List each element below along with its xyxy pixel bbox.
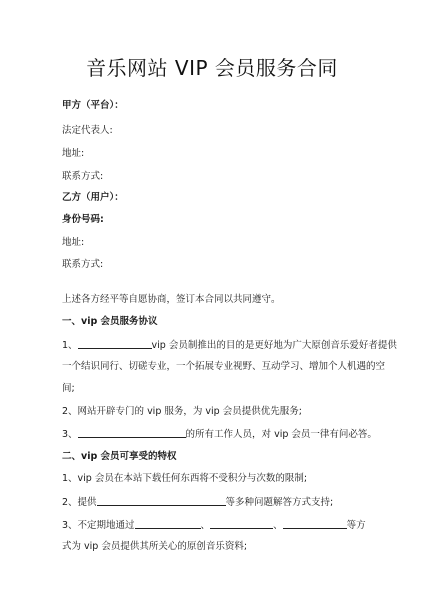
section2-item3-line2: 式为 vip 会员提供其所关心的原创音乐资料; xyxy=(62,541,248,552)
item2-prefix: 2、提供 xyxy=(62,497,97,508)
section1-item3 xyxy=(62,427,377,441)
section2-heading: 二、vip 会员可享受的特权 xyxy=(62,451,177,462)
fill-blank xyxy=(78,338,152,349)
section2-item2 xyxy=(62,495,333,509)
section2-item1: 1、vip 会员在本站下载任何东西将不受积分与次数的限制; xyxy=(62,473,308,484)
section1-item1 xyxy=(62,338,397,352)
separator: 、 xyxy=(200,520,211,531)
separator: 、 xyxy=(273,520,283,531)
section1-item2: 2、网站开辟专门的 vip 服务，为 vip 会员提供优先服务; xyxy=(62,406,302,417)
party-b-id: 身份号码: xyxy=(62,214,104,225)
party-b-contact: 联系方式: xyxy=(62,259,104,270)
party-b-address: 地址: xyxy=(62,237,85,248)
item1-text: vip 会员制推出的目的是更好地为广大原创音乐爱好者提供 xyxy=(151,340,397,351)
fill-blank xyxy=(283,518,347,529)
document-title: 音乐网站 VIP 会员服务合同 xyxy=(86,56,338,80)
preamble: 上述各方经平等自愿协商，签订本合同以共同遵守。 xyxy=(62,294,281,305)
section2-item3 xyxy=(62,518,366,532)
item2-text: 等多种问题解答方式支持; xyxy=(225,497,334,508)
fill-blank xyxy=(210,518,273,529)
fill-blank xyxy=(135,518,201,529)
section1-item1-line2: 一个结识同行、切磋专业，一个拓展专业视野、互动学习、增加个人机遇的空 xyxy=(62,361,386,372)
section1-heading: 一、vip 会员服务协议 xyxy=(62,316,158,327)
item3-text: 等方 xyxy=(346,520,366,531)
item3-prefix: 3、不定期地通过 xyxy=(62,520,135,531)
fill-blank xyxy=(97,495,226,506)
party-b-label: 乙方（用户）： xyxy=(62,192,124,203)
item3-text: 的所有工作人员，对 vip 会员一律有问必答。 xyxy=(185,429,377,440)
section1-item1-line3: 间; xyxy=(62,383,75,394)
item3-prefix: 3、 xyxy=(62,429,78,440)
party-a-representative: 法定代表人: xyxy=(62,125,113,136)
party-a-contact: 联系方式: xyxy=(62,171,104,182)
item1-prefix: 1、 xyxy=(62,340,78,351)
party-a-address: 地址: xyxy=(62,148,85,159)
party-a-label: 甲方（平台）： xyxy=(62,100,124,111)
fill-blank xyxy=(78,427,186,438)
